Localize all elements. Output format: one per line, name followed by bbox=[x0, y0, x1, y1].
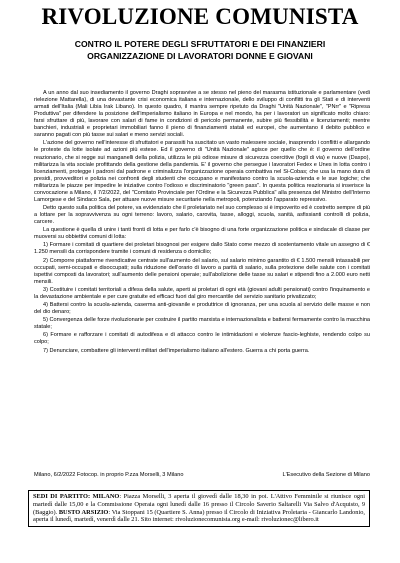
objective-2: 2) Comporre piattaforme rivendicative centrate sull'aumento del salario, sul salario minimo garantito di € 1.500 mensili intassabili per occupati, semi-occupati e disoccupati; sulla riduzione dell'orario di lavoro a parità di salario, sulla protezione delle salute con i comitati ispettivi composti da lavoratori; sull'aumento delle pensioni operaie; sull'abolizione delle tasse su salari e stipendi fino a 2.000 euro netti mensili. bbox=[34, 257, 370, 285]
party-offices-box bbox=[28, 490, 370, 527]
milano-office-text: : Piazza Morselli, 3 aperta il giovedì dalle 18,30 in poi. L'Attivo Femminile si riunisce ogni martedì dalle 15,00 e la Commissione Operaia ogni lunedì dalle 16 presso il Circolo Saverio Saltarelli Via Salvo d'Acquisto, 9 (Baggio). bbox=[33, 493, 366, 516]
objective-6: 6) Formare e rafforzare i comitati di autodifesa e di attacco contro le intimidazioni e violenze fascio-leghiste, rendendo colpo su colpo; bbox=[34, 332, 370, 346]
label-busto-arsizio: BUSTO ARSIZIO bbox=[58, 508, 109, 516]
date-print-note: Milano, 6/2/2022 Fotocop. in proprio P.zza Morselli, 3 Milano bbox=[34, 472, 184, 478]
leaflet-title: RIVOLUZIONE COMUNISTA bbox=[41, 4, 359, 29]
objective-1: 1) Formare i comitati di quartiere dei proletari bisognosi per esigere dallo Stato come mezzo di sostentamento vitale un assegno di € 1.250 mensili da corrispondere tramite i comuni di residenza o domicilio; bbox=[34, 242, 370, 256]
label-sedi-milano: SEDI DI PARTITO: MILANO bbox=[33, 493, 120, 500]
paragraph-objectives-intro: La questione è quella di unire i tanti fronti di lotta e per farlo c'è bisogno di una forte organizzazione politica e sindacale di classe per muoversi su obbiettivi comuni di lotta: bbox=[34, 227, 370, 241]
paragraph-proletariat: Detto questo sulla politica del potere, va evidenziato che il proletariato nel suo complesso si è impoverito ed è costretto sempre di più a lottare per la sopravvivenza su ogni terreno: lavoro, salario, carovita, tasse, alloggi, scuola, sanità, asfissianti controlli di polizia, carcere. bbox=[34, 204, 370, 226]
leaflet-subtitle bbox=[20, 38, 380, 62]
subtitle-line-1: CONTRO IL POTERE DEGLI SFRUTTATORI E DEI FINANZIERI bbox=[74, 39, 326, 49]
paragraph-intro: A un anno dal suo insediamento il governo Draghi sopravvive a se stesso nel pieno del marasma istituzionale e parlamentare (vedi rielezione Mattarella), di una devastante crisi economica italiana e internazionale, dello sviluppo di conflitti tra gli Stati e di interventi armati dell'Italia (Mali Libia Irak Libano). In questo quadro, il mantra sempre ripetuto da Draghi "Unità Nazionale", "PNrr" e "Ripresa Produttiva" per difendere la posizione dell'imperialismo italiano in Europa e nel mondo, ha per i lavoratori un significato molto chiaro: farsi sfruttare di più, lavorare con salari di fame in condizioni di pericolo permanente, subire più flessibilità e licenziamenti; mentre banchieri, industriali e proprietari immobiliari fanno il pieno di finanziamenti statali ed europei, che aumentano il debito pubblico e saranno pagati con più tasse sui salari e meno servizi sociali. bbox=[34, 90, 370, 139]
objective-7: 7) Denunciare, combattere gli interventi militari dell'imperialismo italiano all'estero. Guerra a chi porta guerra. bbox=[43, 347, 310, 354]
paragraph-government-action: L'azione del governo nell'interesse di sfruttatori e parassiti ha suscitato un vasto malessere sociale, inasprendo i conflitti e allargando le proteste da lotte isolate ad azioni più estese. Ed il governo di "Unità Nazionale" agisce per quello che è: il governo dell'ordine reazionario, che si regge sui manganelli della polizia, utilizza le più odiose misure di sicurezza coercitive (fogli di via) e nuove (Daspo), militarizza la vita sociale profittando della gestione della pandemia. E' il governo che persegue i lavoratori Fedex e Unes in lotta contro i licenziamenti, protegge i padroni dal padrone e criminalizza l'organizzazione operaia combattiva nel Si-Cobas; che usa la mano dura di presidi, provveditori e polizia nei confronti degli studenti che occupano e manifestano contro la scuola-azienda e le sue logiche; che militarizza le piazze per impedire le iniziative contro l'odioso e discriminatorio "green pass". In questa politica reazionaria si inserisce la convocazione a Milano, il 7/2/2022, del "Comitato Provinciale per l'Ordine e la Sicurezza Pubblica" alla presenza del Ministro dell'Interno Lamorgese e del Sindaco Sala, per attuare nuove misure securitarie nella metropoli, potenziando l'apparato repressivo. bbox=[34, 140, 370, 203]
subtitle-line-2: ORGANIZZAZIONE DI LAVORATORI DONNE E GIOVANI bbox=[87, 51, 313, 61]
objective-5: 5) Convergenza delle forze rivoluzionarie per costruire il partito marxista e internazionalista e battersi fermamente contro la macchina statale; bbox=[34, 317, 370, 331]
leaflet-body bbox=[34, 90, 370, 356]
objective-4: 4) Battersi contro la scuola-azienda, caserma anti-giovanile e produttrice di ignoranza, per una scuola al servizio delle masse e non del dio denaro; bbox=[34, 302, 370, 316]
signature: L'Esecutivo della Sezione di Milano bbox=[282, 472, 370, 478]
objective-3: 3) Costituire i comitati territoriali a difesa della salute, aperti ai proletari di ogni età (giovani adulti pensionati) contro l'inquinamento e la devastazione ambientale e per cure gratuite ed efficaci fuori dal giro mercantile del servizio sanitario privatizzato; bbox=[34, 286, 370, 300]
signature-row bbox=[34, 471, 370, 481]
busto-office-text: : Via Stoppani 15 (Quartiere S. Anna) presso il Circolo di Iniziativa Proletaria - Giancarlo Landonio, aperta il lunedì, martedì, venerdì dalle 21. Sito internet: rivoluzionecomunista.org e-mail: rivoluzionec@libero.it bbox=[33, 508, 366, 524]
